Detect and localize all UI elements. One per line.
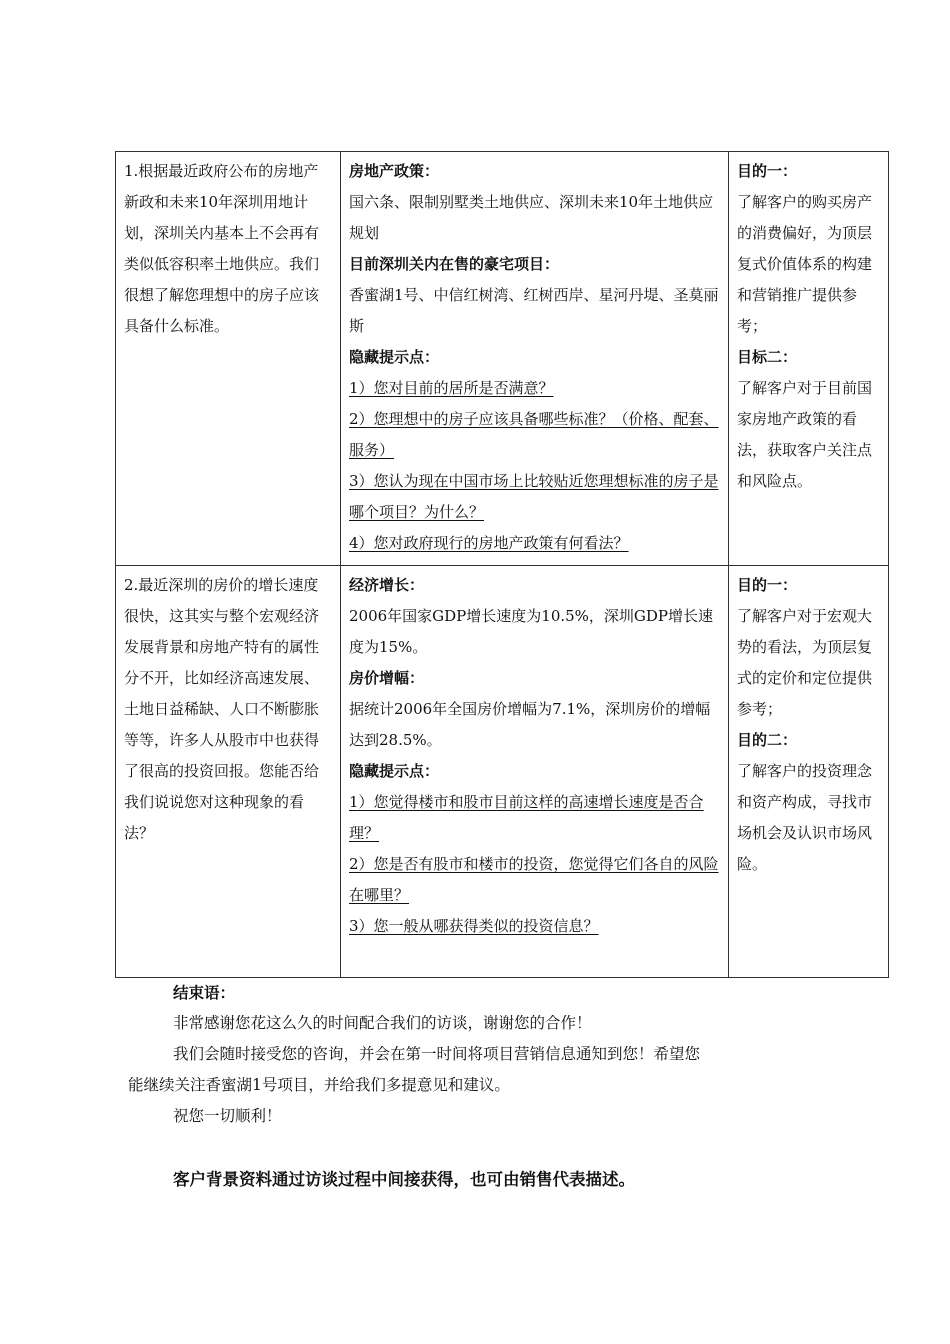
hint-item: 2）您是否有股市和楼市的投资，您觉得它们各自的风险在哪里？: [349, 855, 719, 904]
hint-cell: [341, 152, 729, 566]
table-row: [116, 152, 889, 566]
purpose-title: 目的二：: [737, 731, 798, 749]
section-text: 香蜜湖1号、中信红树湾、红树西岸、星河丹堤、圣莫丽斯: [349, 286, 719, 335]
hint-item: 1）您觉得楼市和股市目前这样的高速增长速度是否合理？: [349, 793, 704, 842]
section-title: 房地产政策：: [349, 162, 440, 180]
closing-section: [128, 977, 853, 1132]
interview-table: [115, 151, 889, 978]
question-cell: [116, 566, 341, 978]
purpose-text: 了解客户的购买房产的消费偏好，为顶层复式价值体系的构建和营销推广提供参考；: [737, 193, 873, 335]
section-text: 国六条、限制别墅类土地供应、深圳未来10年土地供应规划: [349, 193, 714, 242]
question-cell: [116, 152, 341, 566]
closing-line: 能继续关注香蜜湖1号项目，并给我们多提意见和建议。: [128, 1076, 510, 1094]
section-title: 经济增长：: [349, 576, 425, 594]
purpose-cell: [729, 566, 889, 978]
purpose-title: 目的一：: [737, 162, 798, 180]
background-note: 客户背景资料通过访谈过程中间接获得，也可由销售代表描述。: [173, 1170, 635, 1189]
hidden-hints-title: 隐藏提示点：: [349, 348, 440, 366]
purpose-title: 目标二：: [737, 348, 798, 366]
question-text: 1.根据最近政府公布的房地产新政和未来10年深圳用地计划，深圳关内基本上不会再有类似低容积率土地供应。我们很想了解您理想中的房子应该具备什么标准。: [124, 162, 320, 335]
hint-cell: [341, 566, 729, 978]
closing-line: 祝您一切顺利！: [173, 1107, 282, 1125]
closing-title: 结束语：: [173, 983, 236, 1002]
hint-item: 2）您理想中的房子应该具备哪些标准？（价格、配套、服务）: [349, 410, 719, 459]
purpose-text: 了解客户对于宏观大势的看法，为顶层复式的定价和定位提供参考；: [737, 607, 873, 718]
purpose-text: 了解客户对于目前国家房地产政策的看法，获取客户关注点和风险点。: [737, 379, 873, 490]
section-text: 据统计2006年全国房价增幅为7.1%，深圳房价的增幅达到28.5%。: [349, 700, 711, 749]
hidden-hints-title: 隐藏提示点：: [349, 762, 440, 780]
hint-item: 3）您一般从哪获得类似的投资信息？: [349, 917, 599, 935]
table-row: [116, 566, 889, 978]
closing-line: 非常感谢您花这么久的时间配合我们的访谈，谢谢您的合作！: [173, 1014, 592, 1032]
purpose-cell: [729, 152, 889, 566]
hint-item: 3）您认为现在中国市场上比较贴近您理想标准的房子是哪个项目？为什么？: [349, 472, 719, 521]
purpose-title: 目的一：: [737, 576, 798, 594]
closing-line: 我们会随时接受您的咨询，并会在第一时间将项目营销信息通知到您！希望您: [173, 1045, 701, 1063]
hint-item: 1）您对目前的居所是否满意？: [349, 379, 554, 397]
section-title: 房价增幅：: [349, 669, 425, 687]
hint-item: 4）您对政府现行的房地产政策有何看法？: [349, 534, 629, 552]
section-title: 目前深圳关内在售的豪宅项目：: [349, 255, 560, 273]
question-text: 2.最近深圳的房价的增长速度很快，这其实与整个宏观经济发展背景和房地产特有的属性分不开，比如经济高速发展、土地日益稀缺、人口不断膨胀等等，许多人从股市中也获得了很高的投资回报。您能否给我们说说您对这种现象的看法？: [124, 576, 320, 842]
purpose-text: 了解客户的投资理念和资产构成，寻找市场机会及认识市场风险。: [737, 762, 873, 873]
section-text: 2006年国家GDP增长速度为10.5%，深圳GDP增长速度为15%。: [349, 607, 714, 656]
